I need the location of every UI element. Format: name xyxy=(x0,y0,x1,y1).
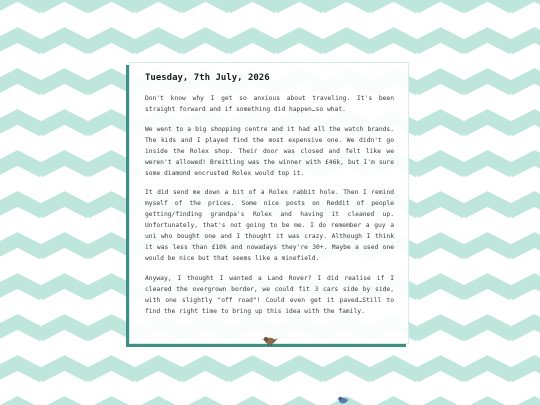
sparrow-icon xyxy=(262,335,278,346)
entry-paragraph-2: We went to a big shopping centre and it had all the watch brands. The kids and I played find the most expensive one. We didn't go inside the Rolex shop. Their door was closed and felt like we weren't allowed! Breitling was the winner with £46k, but I'm sure some diamond encrusted Rolex would top it. xyxy=(145,126,394,177)
entry-paragraph-1: Don't know why I get so anxious about traveling. It's been straight forward and if something did happen…so what. xyxy=(145,95,394,113)
entry-paragraph-4: Anyway, I thought I wanted a Land Rover? I did realise if I cleared the overgrown border, we could fit 3 cars side by side, with one slightly "off road"! Could even get it paved…Still to find the right time to bring up this idea with the family. xyxy=(145,275,394,315)
entry-date-title: Tuesday, 7th July, 2026 xyxy=(145,73,270,83)
bluebird-icon xyxy=(337,395,349,405)
journal-entry-card xyxy=(129,62,409,344)
entry-paragraph-3: It did send me down a bit of a Rolex rabbit hole. Then I remind myself of the prices. Some nice posts on Reddit of people getting/finding grandpa's Rolex and having it cleaned up. Unfortunately, that's not going to be me. I do remember a guy a uni who bought one and I thought it was crazy. Although I think it was less than £10k and nowadays they're 30+. Maybe a used one would be nice but that seems like a minefield. xyxy=(145,189,394,262)
